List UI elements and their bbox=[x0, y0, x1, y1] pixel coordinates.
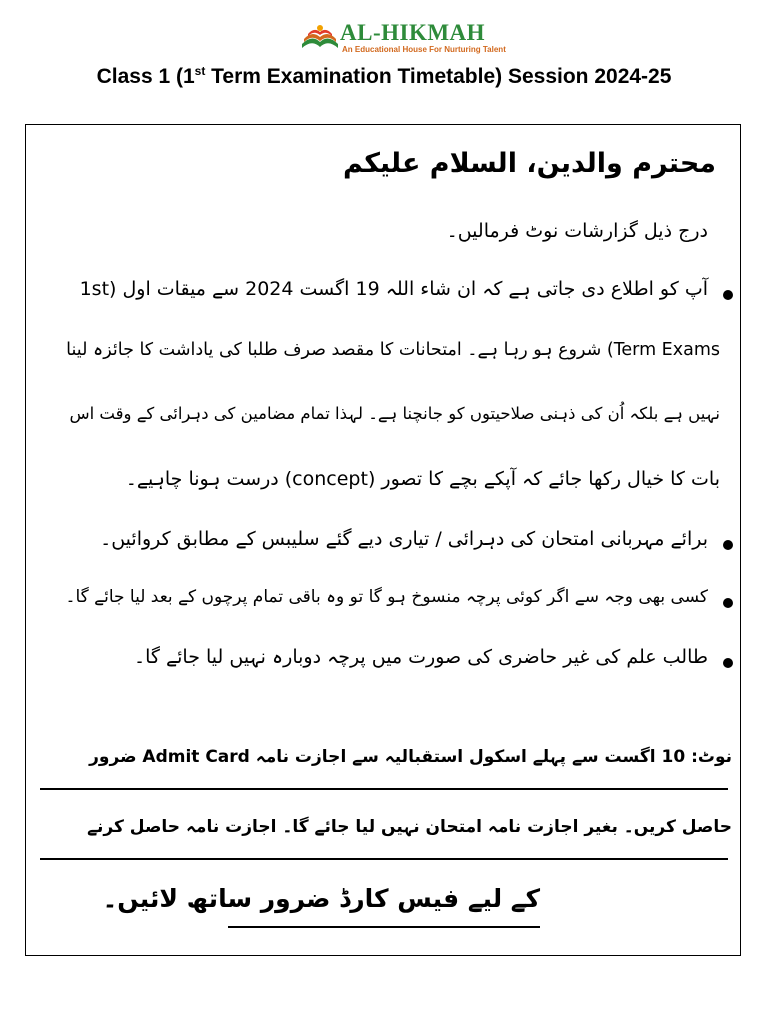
book-logo-icon bbox=[298, 22, 342, 56]
title-superscript: st bbox=[194, 64, 206, 78]
bullet-dot bbox=[723, 540, 733, 550]
note-line1: نوٹ: 10 اگست سے پہلے اسکول استقبالیہ سے اجازت نامہ Admit Card ضرور bbox=[89, 747, 732, 767]
bullet1-line3: نہیں ہے بلکہ اُن کی ذہنی صلاحیتوں کو جانچنا ہے۔ لہذا تمام مضامین کی دہرائی کے وقت اس bbox=[69, 404, 720, 423]
intro-text: درج ذیل گزارشات نوٹ فرمالیں۔ bbox=[446, 220, 708, 242]
bullet-dot bbox=[723, 658, 733, 668]
logo-name: AL-HIKMAH bbox=[340, 20, 486, 45]
note-line2: حاصل کریں۔ بغیر اجازت نامہ امتحان نہیں لیا جائے گا۔ اجازت نامہ حاصل کرنے bbox=[87, 817, 732, 837]
logo-tagline: An Educational House For Nurturing Talent bbox=[342, 45, 506, 54]
bullet3-text: کسی بھی وجہ سے اگر کوئی پرچہ منسوخ ہو گا تو وہ باقی تمام پرچوں کے بعد لیا جائے گا۔ bbox=[65, 587, 708, 607]
note-line3: کے لیے فیس کارڈ ضرور ساتھ لائیں۔ bbox=[102, 884, 540, 913]
bullet4-text: طالب علم کی غیر حاضری کی صورت میں پرچہ دوبارہ نہیں لیا جائے گا۔ bbox=[134, 646, 708, 668]
bullet2-text: برائے مہربانی امتحان کی دہرائی / تیاری دیے گئے سلیبس کے مطابق کروائیں۔ bbox=[100, 528, 708, 550]
school-logo bbox=[298, 20, 506, 60]
bullet-dot bbox=[723, 290, 733, 300]
bullet1-line4: بات کا خیال رکھا جائے کہ آپکے بچے کا تصور (concept) درست ہونا چاہیے۔ bbox=[125, 468, 720, 490]
bullet-dot bbox=[723, 598, 733, 608]
bullet1-line2: Term Exams) شروع ہو رہا ہے۔ امتحانات کا مقصد صرف طلبا کی یاداشت کا جائزہ لینا bbox=[66, 340, 720, 360]
note-underline bbox=[40, 858, 728, 860]
note-underline bbox=[228, 926, 540, 928]
note-underline bbox=[40, 788, 728, 790]
bullet1-line1: آپ کو اطلاع دی جاتی ہے کہ ان شاء اللہ 19 اگست 2024 سے میقات اول (1st bbox=[79, 278, 708, 300]
title-prefix: Class 1 (1 bbox=[96, 65, 195, 88]
title-suffix: Term Examination Timetable) Session 2024-25 bbox=[205, 65, 672, 88]
greeting: محترم والدین، السلام علیکم bbox=[343, 148, 716, 179]
page-title bbox=[0, 64, 768, 89]
